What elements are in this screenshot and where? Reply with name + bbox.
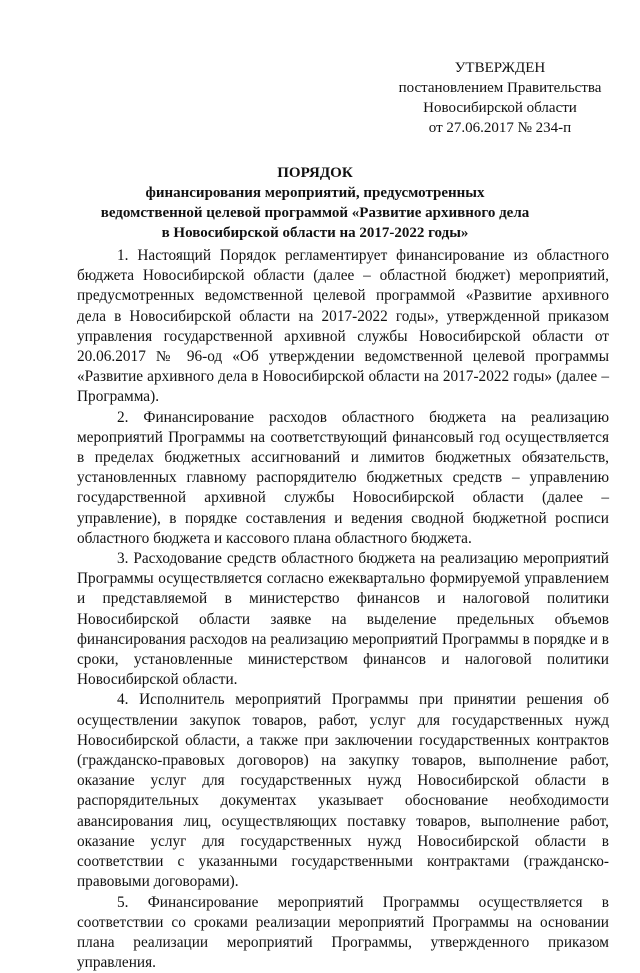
paragraph-4: 4. Исполнитель мероприятий Программы при принятии решения об осуществлении закупок товаров, работ, услуг для государственных нужд Новосибирской области, а также при заключении государственных контрактов (гражданско-правовых договоров) на закупку товаров, выполнение работ, оказание услуг для государственных нужд Новосибирской области в распорядительных документах указывает обоснование необходимости авансирования лиц, осуществляющих поставку товаров, выполнение работ, оказание услуг для государственных нужд Новосибирской области в соответствии с указанными государственными контрактами (гражданско-правовыми договорами). xyxy=(77,690,609,892)
title-line-1: ПОРЯДОК xyxy=(80,163,550,183)
approval-date-number: от 27.06.2017 № 234-п xyxy=(395,118,605,138)
approval-stamp xyxy=(395,58,605,138)
paragraph-5: 5. Финансирование мероприятий Программы осуществляется в соответствии со сроками реализации мероприятий Программы на основании плана реализации мероприятий Программы, утвержденного приказом управления. xyxy=(77,893,609,973)
title-line-2: финансирования мероприятий, предусмотренных xyxy=(80,183,550,203)
paragraph-1: 1. Настоящий Порядок регламентирует финансирование из областного бюджета Новосибирской области (далее – областной бюджет) мероприятий, предусмотренных ведомственной целевой программой «Развитие архивного дела в Новосибирской области на 2017-2022 годы», утвержденной приказом управления государственной архивной службы Новосибирской области от 20.06.2017 № 96-од «Об утверждении ведомственной целевой программы «Развитие архивного дела в Новосибирской области на 2017-2022 годы» (далее – Программа). xyxy=(77,246,609,408)
paragraph-2: 2. Финансирование расходов областного бюджета на реализацию мероприятий Программы на соответствующий финансовый год осуществляется в пределах бюджетных ассигнований и лимитов бюджетных обязательств, установленных главному распорядителю бюджетных средств – управлению государственной архивной службы Новосибирской области (далее – управление), в порядке составления и ведения сводной бюджетной росписи областного бюджета и кассового плана областного бюджета. xyxy=(77,408,609,549)
title-line-3: ведомственной целевой программой «Развитие архивного дела xyxy=(80,203,550,223)
document-body xyxy=(77,246,609,973)
approval-heading: УТВЕРЖДЕН xyxy=(395,58,605,78)
approval-region: Новосибирской области xyxy=(395,98,605,118)
approval-authority: постановлением Правительства xyxy=(395,78,605,98)
paragraph-3: 3. Расходование средств областного бюджета на реализацию мероприятий Программы осуществляется согласно ежеквартально формируемой управлением и представляемой в министерство финансов и налоговой политики Новосибирской области заявке на выделение предельных объемов финансирования расходов на реализацию мероприятий Программы в порядке и в сроки, установленные министерством финансов и налоговой политики Новосибирской области. xyxy=(77,549,609,690)
document-title xyxy=(80,163,550,243)
title-line-4: в Новосибирской области на 2017-2022 годы» xyxy=(80,223,550,243)
